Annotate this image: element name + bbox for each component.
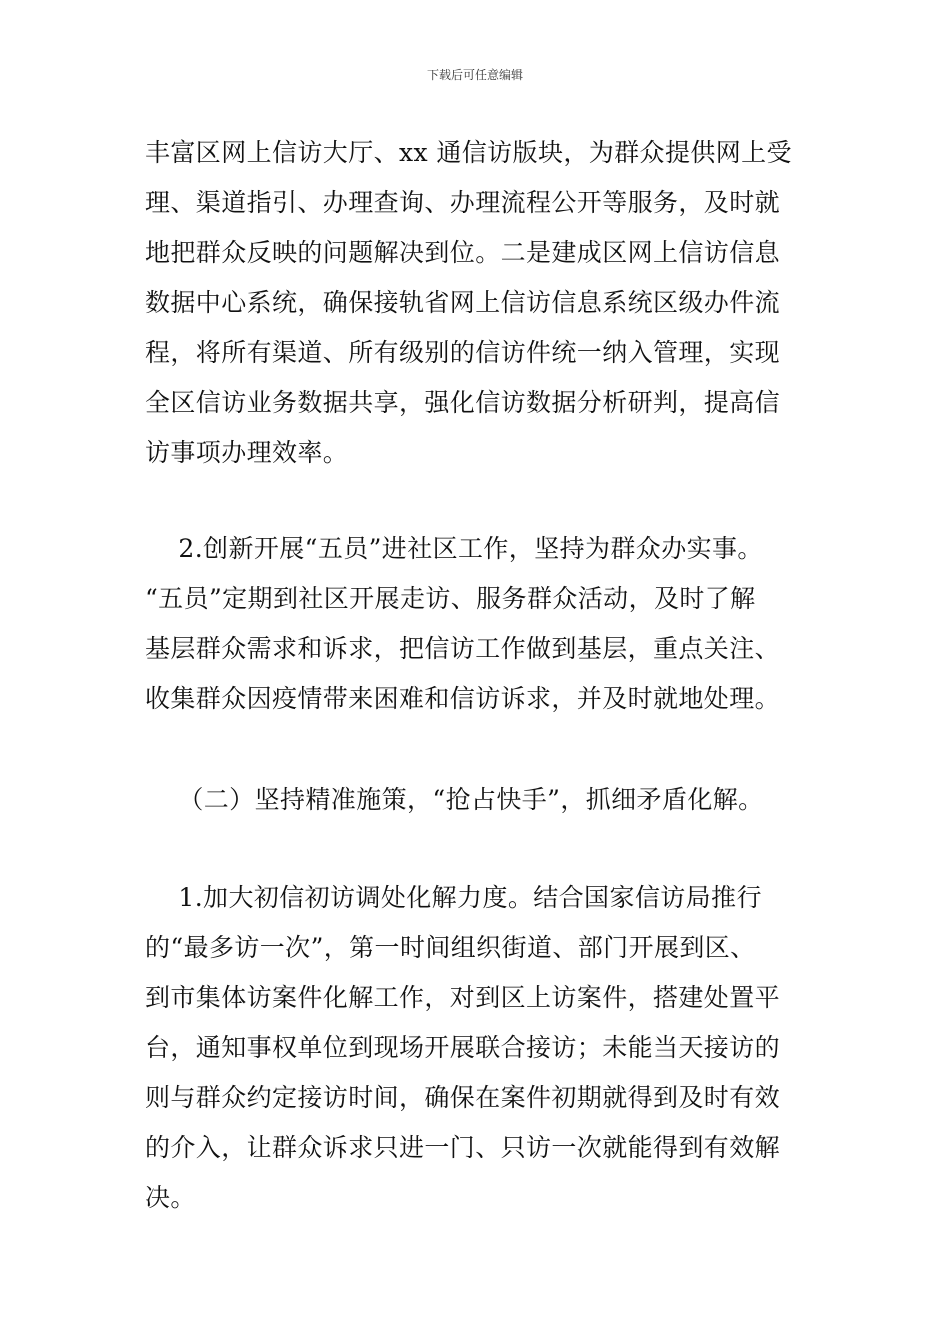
text-line: 收集群众因疫情带来困难和信访诉求，并及时就地处理。 bbox=[145, 684, 781, 713]
text-line: 的介入，让群众诉求只进一门、只访一次就能得到有效解 bbox=[145, 1133, 781, 1162]
heading-line: （二）坚持精准施策，“抢占快手”，抓细矛盾化解。 bbox=[145, 785, 764, 814]
text-line: 2.创新开展“五员”进社区工作，坚持为群众办实事。 bbox=[145, 534, 763, 563]
text-line: 丰富区网上信访大厅、xx 通信访版块，为群众提供网上受 bbox=[145, 138, 792, 167]
text-line: 台，通知事权单位到现场开展联合接访；未能当天接访的 bbox=[145, 1033, 781, 1062]
text-line: 的“最多访一次”，第一时间组织街道、部门开展到区、 bbox=[145, 933, 756, 962]
text-line: 数据中心系统，确保接轨省网上信访信息系统区级办件流 bbox=[145, 288, 781, 317]
text-line: 到市集体访案件化解工作，对到区上访案件，搭建处置平 bbox=[145, 983, 781, 1012]
text-line: 理、渠道指引、办理查询、办理流程公开等服务，及时就 bbox=[145, 188, 781, 217]
text-line: 访事项办理效率。 bbox=[145, 438, 349, 467]
text-line: 则与群众约定接访时间，确保在案件初期就得到及时有效 bbox=[145, 1083, 781, 1112]
text-line: 地把群众反映的问题解决到位。二是建成区网上信访信息 bbox=[145, 238, 781, 267]
paragraph-five-members bbox=[145, 524, 815, 724]
paragraph-first-visit bbox=[145, 873, 815, 1223]
section-heading bbox=[145, 775, 815, 825]
text-line: 全区信访业务数据共享，强化信访数据分析研判，提高信 bbox=[145, 388, 781, 417]
text-line: 程，将所有渠道、所有级别的信访件统一纳入管理，实现 bbox=[145, 338, 781, 367]
text-line: 决。 bbox=[145, 1183, 196, 1212]
paragraph-online-petition bbox=[145, 128, 815, 478]
text-line: “五员”定期到社区开展走访、服务群众活动，及时了解 bbox=[145, 584, 756, 613]
text-line: 1.加大初信初访调处化解力度。结合国家信访局推行 bbox=[145, 883, 762, 912]
text-line: 基层群众需求和诉求，把信访工作做到基层，重点关注、 bbox=[145, 634, 781, 663]
header-note: 下载后可任意编辑 bbox=[426, 68, 523, 82]
